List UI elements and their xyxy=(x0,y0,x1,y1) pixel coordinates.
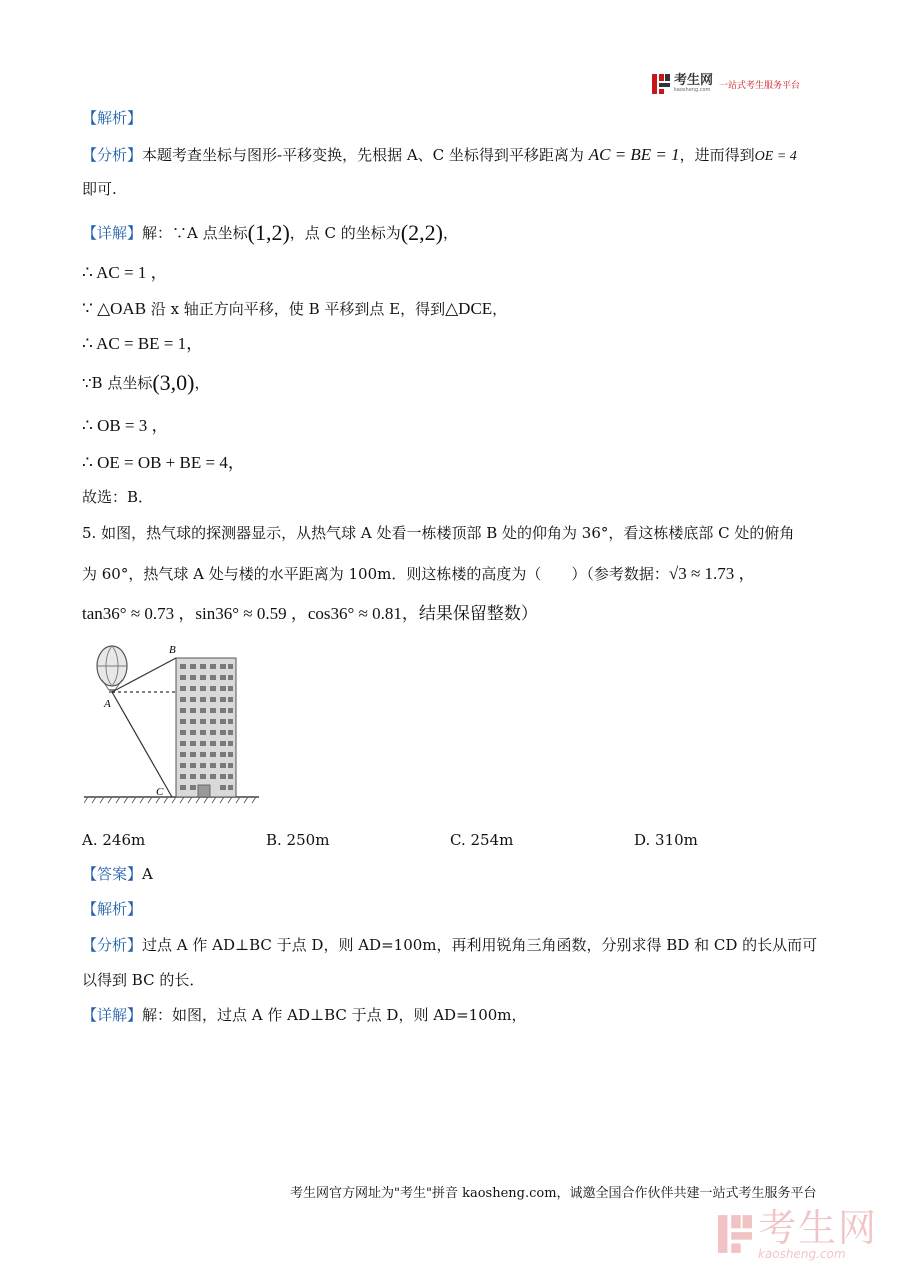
q5-fenxi-tag: 【分析】 xyxy=(82,936,143,954)
logo-name: 考生网 xyxy=(674,73,714,88)
q4-s3-d: ， xyxy=(492,300,508,318)
q4-step7: ∴ OE = OB + BE = 4， xyxy=(82,453,245,472)
header-logo xyxy=(652,73,800,95)
q5-xiangjie-line xyxy=(82,1004,527,1026)
logo-text-group xyxy=(674,75,713,93)
footer-text: 考生网官方网址为"考生"拼音 kaosheng.com，诚邀全国合作伙伴共建一站式考生服务平台 xyxy=(290,1186,817,1201)
q5-jiexi-tag: 【解析】 xyxy=(82,900,143,918)
q4-s1-a: 解：∵A 点坐标 xyxy=(142,224,248,242)
q4-s3-c: △DCE xyxy=(445,299,493,318)
q5-xiangjie-text: 解：如图，过点 A 作 AD⊥BC 于点 D，则 AD=100m， xyxy=(142,1006,527,1024)
q5-answer: A xyxy=(142,865,153,883)
q5-stem-line2 xyxy=(82,563,756,585)
q4-xiangjie-tag: 【详解】 xyxy=(82,224,143,242)
q4-fenxi-text2: ，进而得到 xyxy=(679,146,755,164)
q4-s1-c: ， xyxy=(442,224,458,242)
q5-xiangjie-tag: 【详解】 xyxy=(82,1006,143,1024)
q4-s1-point-c: (2,2) xyxy=(400,220,443,245)
q4-step1 xyxy=(82,222,458,244)
fig-label-b: B xyxy=(169,644,176,656)
q4-s5-b: ， xyxy=(194,374,210,392)
q5-answer-line xyxy=(82,863,153,885)
watermark-logo-icon xyxy=(718,1214,752,1254)
q5-option-c: C. 254m xyxy=(450,831,514,849)
q4-s5-point-b: (3,0) xyxy=(152,370,195,395)
q4-step3 xyxy=(82,298,507,320)
q4-s3-a: ∵ △OAB xyxy=(82,299,147,318)
watermark xyxy=(718,1208,878,1260)
watermark-name: 考生网 xyxy=(758,1206,879,1250)
fig-label-c: C xyxy=(156,786,164,798)
q4-s1-b: ，点 C 的坐标为 xyxy=(289,224,401,242)
q5-fenxi-line2: 以得到 BC 的长． xyxy=(82,971,205,989)
watermark-text-group xyxy=(758,1208,878,1260)
watermark-domain: kaosheng.com xyxy=(758,1247,846,1261)
q4-fenxi-tag: 【分析】 xyxy=(82,146,143,164)
q4-step2: ∴ AC = 1 ， xyxy=(82,263,168,282)
logo-domain: kaosheng.com xyxy=(674,87,711,93)
q4-step4: ∴ AC = BE = 1， xyxy=(82,334,204,353)
q5-fenxi-text1: 过点 A 作 AD⊥BC 于点 D，则 AD=100m，再利用锐角三角函数，分别求得 BD 和 CD 的长从而可 xyxy=(142,936,818,954)
q5-answer-tag: 【答案】 xyxy=(82,865,143,883)
q4-s1-point-a: (1,2) xyxy=(247,220,290,245)
q4-step6: ∴ OB = 3 ， xyxy=(82,416,169,435)
fig-label-a: A xyxy=(104,698,111,710)
q4-s3-b: 沿 x 轴正方向平移，使 B 平移到点 E，得到 xyxy=(146,300,446,318)
q5-stem-line1: 5. 如图，热气球的探测器显示，从热气球 A 处看一栋楼顶部 B 处的仰角为 36°，看这栋楼底部 C 处的俯角 xyxy=(82,524,795,542)
header-slogan: 一站式考生服务平台 xyxy=(719,80,801,91)
q5-fenxi-line1 xyxy=(82,934,817,956)
q4-fenxi-eq: AC = BE = 1 xyxy=(588,145,680,164)
kaosheng-logo-icon xyxy=(652,74,670,94)
q4-fenxi-eq2: OE = 4 xyxy=(754,149,797,164)
q5-figure xyxy=(84,640,264,812)
q4-fenxi-text: 本题考查坐标与图形-平移变换，先根据 A、C 坐标得到平移距离为 xyxy=(142,146,584,164)
q5-stem-line3: tan36° ≈ 0.73 ，sin36° ≈ 0.59 ，cos36° ≈ 0.81，结果保留整数） xyxy=(82,604,538,623)
q5-stem2-b: ≈ 1.73 ， xyxy=(686,564,756,583)
q4-fenxi-line xyxy=(82,144,797,168)
q5-option-d: D. 310m xyxy=(634,831,698,849)
q4-jiexi-tag: 【解析】 xyxy=(82,109,143,127)
q5-stem2-sqrt: √3 xyxy=(668,564,687,583)
q4-step5 xyxy=(82,372,210,394)
q5-option-b: B. 250m xyxy=(266,831,330,849)
q4-s5-a: ∵B 点坐标 xyxy=(82,374,153,392)
q4-step8: 故选：B． xyxy=(82,488,154,506)
q5-stem2-a: 为 60°，热气球 A 处与楼的水平距离为 100m．则这栋楼的高度为（ ）（参考数据： xyxy=(82,565,669,583)
q5-option-a: A. 246m xyxy=(82,831,146,849)
q4-fenxi-text3: 即可. xyxy=(82,180,117,198)
